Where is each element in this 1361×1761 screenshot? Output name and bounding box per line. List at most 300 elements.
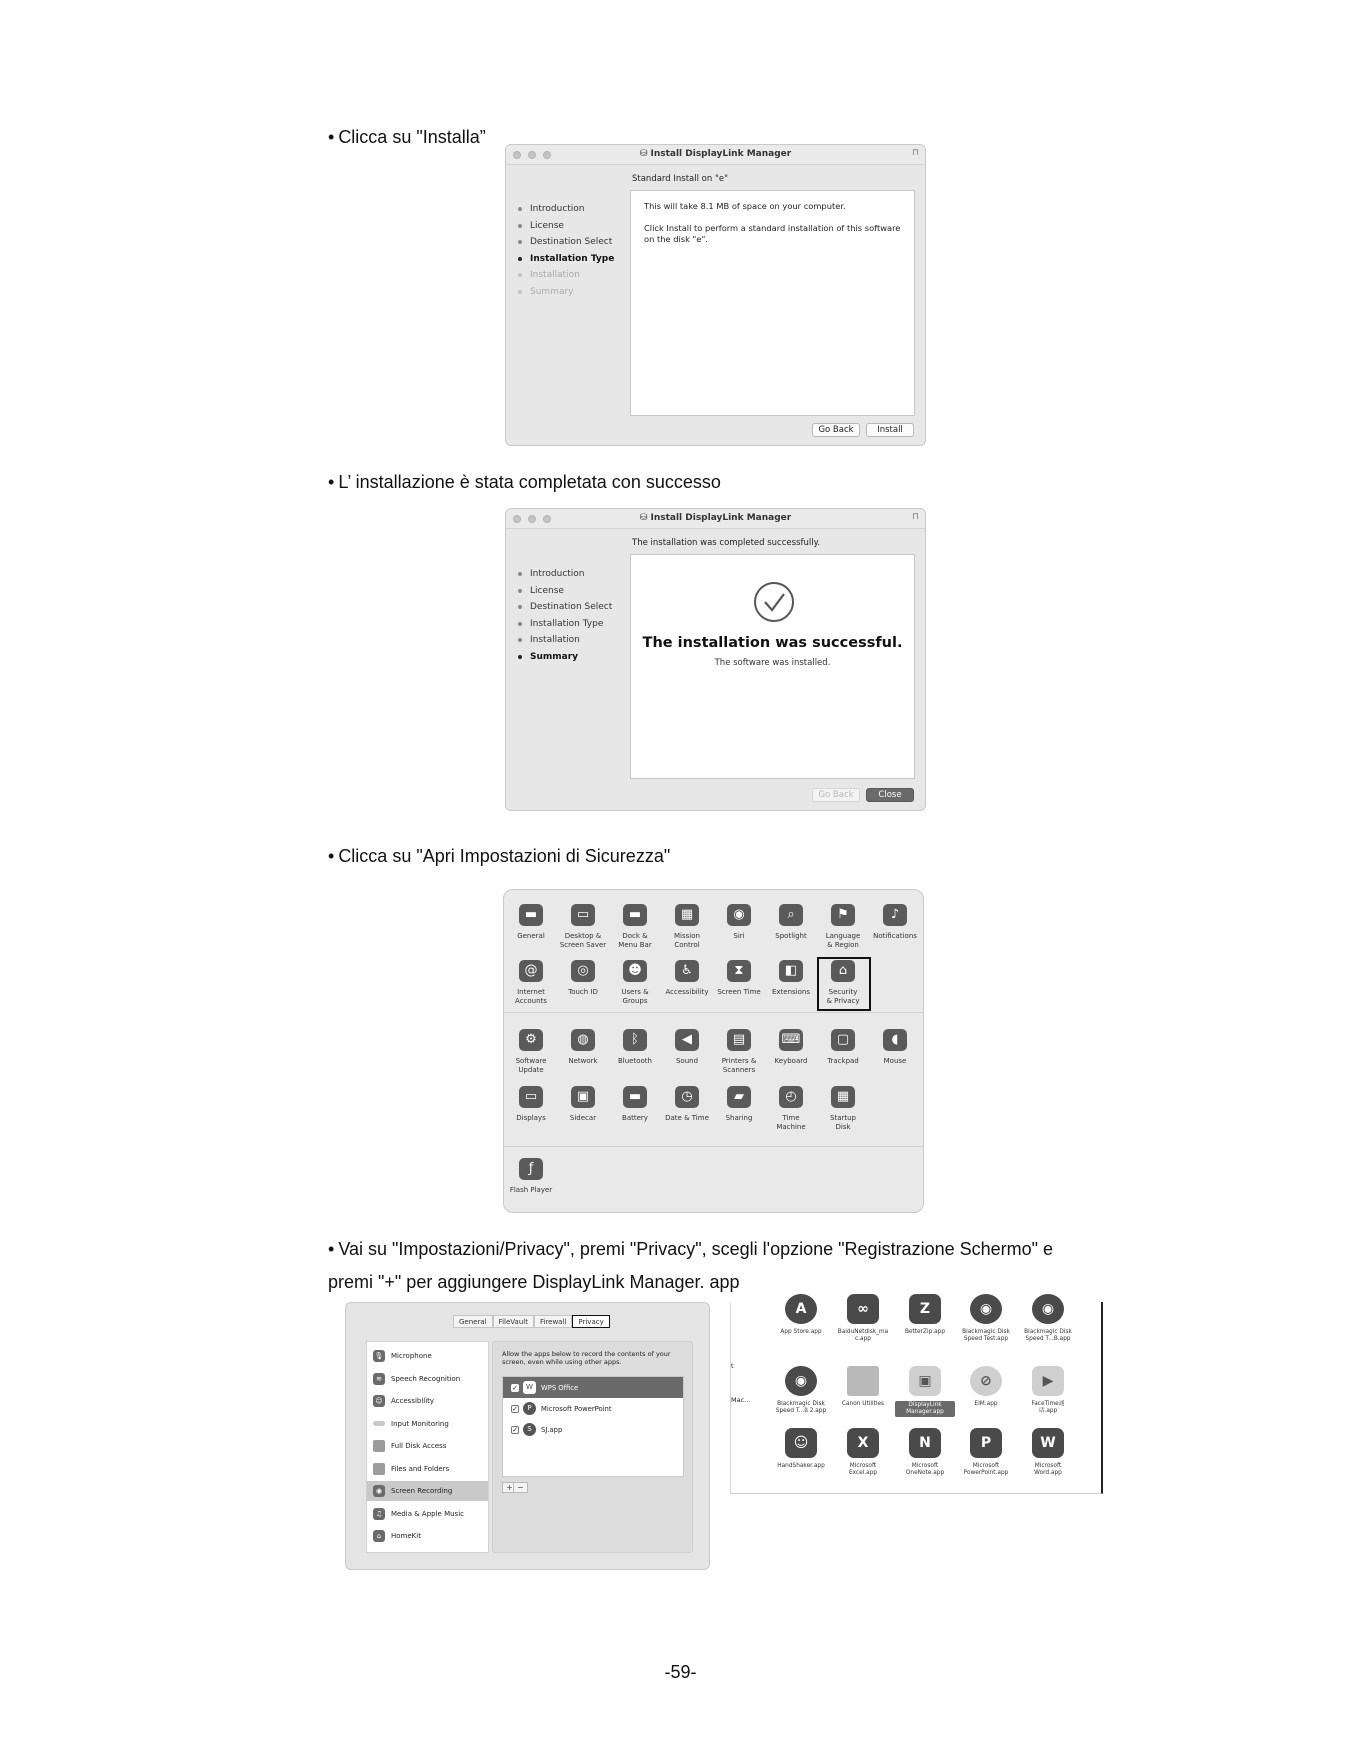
privacy-category-label: Full Disk Access: [391, 1442, 447, 1450]
pref-label-line1: Desktop &: [564, 932, 602, 940]
section-divider: [504, 1012, 923, 1013]
internet-accounts-icon: @: [519, 960, 543, 982]
finder-app-item[interactable]: [956, 1366, 1016, 1408]
finder-app-item[interactable]: [833, 1366, 893, 1408]
pref-label: [505, 1114, 557, 1123]
pref-label-line1: Mouse: [883, 1057, 907, 1065]
privacy-category-label: Microphone: [391, 1352, 432, 1360]
pref-bluetooth[interactable]: [609, 1029, 661, 1066]
pref-label-line2: Menu Bar: [618, 940, 652, 949]
pref-label-line1: Battery: [622, 1114, 648, 1122]
app-icon: P: [523, 1402, 536, 1415]
pref-label-line1: Flash Player: [509, 1186, 553, 1194]
pref-label-line2: Update: [518, 1065, 544, 1074]
flash-player-icon: ƒ: [519, 1158, 543, 1180]
time-machine-icon: ◴: [779, 1086, 803, 1108]
success-subtitle: The installation was completed successfully.: [632, 538, 821, 548]
app-label: [956, 1463, 1016, 1477]
pref-label: [661, 988, 713, 997]
app-label-line2: OneNote.app: [905, 1470, 945, 1476]
app-label: [833, 1401, 893, 1408]
pref-label-line1: Spotlight: [775, 932, 807, 940]
installer-window-success: [505, 508, 926, 811]
app-label-line1: Microsoft: [1034, 1463, 1062, 1469]
app-permission-row[interactable]: [503, 1419, 683, 1440]
pref-label-line1: Extensions: [771, 988, 810, 996]
users-icon: ☻: [623, 960, 647, 982]
privacy-category-label: Speech Recognition: [391, 1374, 461, 1383]
close-button[interactable]: Close: [866, 788, 914, 802]
mission-control-icon: ▦: [675, 904, 699, 926]
tab-privacy[interactable]: Privacy: [572, 1315, 609, 1328]
page-number: -59-: [664, 1662, 697, 1682]
pref-sound[interactable]: [661, 1029, 713, 1066]
finder-app-item[interactable]: [771, 1366, 831, 1415]
pref-label-line1: Network: [568, 1057, 598, 1065]
printers-icon: ▤: [727, 1029, 751, 1051]
pref-date-time[interactable]: [661, 1086, 713, 1123]
pref-label-line1: Trackpad: [827, 1057, 859, 1065]
pref-label-line1: Internet: [517, 988, 545, 996]
step-installation-type: Installation Type: [518, 616, 612, 633]
pref-label: [817, 1057, 869, 1066]
space-info-text: This will take 8.1 MB of space on your computer.: [644, 201, 846, 211]
extensions-icon: ◧: [779, 960, 803, 982]
privacy-category-full-disk-access[interactable]: [367, 1436, 488, 1456]
step-summary: Summary: [518, 284, 614, 301]
privacy-category-screen-recording[interactable]: [367, 1481, 488, 1501]
pref-touch-id[interactable]: [557, 960, 609, 997]
app-label-line1: Canon Utilities: [841, 1401, 885, 1407]
permission-checkbox[interactable]: ✓: [512, 1425, 518, 1434]
step-installation-type: Installation Type: [518, 251, 614, 268]
finder-app-item[interactable]: [956, 1294, 1016, 1343]
app-label: [895, 1401, 955, 1417]
pref-label-line1: Security: [828, 988, 858, 996]
pref-label-line1: Dock &: [622, 932, 648, 940]
pref-label-line1: General: [517, 932, 545, 940]
pref-mouse[interactable]: [869, 1029, 921, 1066]
pref-flash-player[interactable]: [505, 1158, 557, 1195]
app-label: [1018, 1329, 1078, 1343]
pref-label: [505, 932, 557, 941]
pref-label: [609, 1057, 661, 1066]
remove-app-button[interactable]: −: [513, 1482, 528, 1493]
checkmark-icon: [752, 580, 796, 624]
sharing-icon: ▰: [727, 1086, 751, 1108]
mouse-icon: ◖: [883, 1029, 907, 1051]
microphone-icon: 🎙: [374, 1352, 384, 1360]
notifications-icon: ♪: [883, 904, 907, 926]
pref-notifications[interactable]: [869, 904, 921, 941]
app-name: Microsoft PowerPoint: [541, 1404, 612, 1413]
success-title: The installation was successful.: [642, 635, 903, 651]
pref-label-line2: Machine: [776, 1122, 806, 1131]
pref-desktop[interactable]: [557, 904, 609, 949]
pref-label-line1: Notifications: [873, 932, 917, 940]
privacy-detail-pane: [492, 1341, 693, 1553]
app-label: [1018, 1401, 1078, 1415]
privacy-category-label: Screen Recording: [391, 1487, 453, 1495]
app-icon: S: [523, 1423, 536, 1436]
accessibility-icon: ☺: [373, 1395, 385, 1407]
install-instructions-text-2: on the disk "e".: [644, 234, 708, 244]
app-label: [833, 1463, 893, 1477]
app-label: [1018, 1463, 1078, 1477]
sidecar-icon: ▣: [571, 1086, 595, 1108]
install-instructions-text: Click Install to perform a standard installation of this software: [644, 223, 901, 233]
pref-label: [817, 988, 869, 1005]
app-icon: Z: [909, 1294, 941, 1324]
pref-label: [557, 988, 609, 997]
app-icon: ▶: [1032, 1366, 1064, 1396]
privacy-category-accessibility[interactable]: [367, 1391, 488, 1411]
folder-icon: [373, 1463, 385, 1475]
app-label: [771, 1463, 831, 1470]
general-icon: ▬: [519, 904, 543, 926]
pref-label-line2: Screen Saver: [559, 940, 607, 949]
pref-label-line2: Accounts: [515, 996, 547, 1005]
pref-software-update[interactable]: [505, 1029, 557, 1074]
folder-icon: [373, 1440, 385, 1452]
finder-app-item[interactable]: [895, 1428, 955, 1477]
finder-sidebar-fragment: t: [731, 1362, 734, 1370]
app-name: SJ.app: [541, 1425, 563, 1434]
pref-label: [713, 932, 765, 941]
app-icon: W: [523, 1381, 536, 1394]
pref-sharing[interactable]: [713, 1086, 765, 1123]
app-label-line2: Speed Test.app: [963, 1336, 1009, 1342]
privacy-tabs: [453, 1315, 610, 1328]
language-icon: ⚑: [831, 904, 855, 926]
pref-label: [765, 988, 817, 997]
window-title: ⛁ Install DisplayLink Manager: [639, 513, 792, 523]
accessibility-icon: ♿: [675, 960, 699, 982]
app-label-line2: PowerPoint.app: [963, 1470, 1009, 1476]
privacy-category-media-apple-music[interactable]: [367, 1504, 488, 1524]
app-icon: W: [1032, 1428, 1064, 1458]
installer-steps: [518, 201, 614, 300]
app-label-line1: HandShaker.app: [777, 1463, 825, 1469]
pref-siri[interactable]: [713, 904, 765, 941]
installer-window-install: [505, 144, 926, 446]
screen-recording-description: Allow the apps below to record the contents of your: [502, 1350, 671, 1358]
pref-dock[interactable]: [609, 904, 661, 949]
pref-label-line1: Sound: [675, 1057, 699, 1065]
pref-label: [505, 1186, 557, 1195]
step-license: License: [518, 583, 612, 600]
app-icon: ⊘: [970, 1366, 1002, 1396]
pref-spotlight[interactable]: [765, 904, 817, 941]
siri-icon: ◉: [727, 904, 751, 926]
step-heading-security: • Clicca su "Apri Impostazioni di Sicurezza": [328, 846, 671, 866]
install-content-pane: [630, 190, 915, 416]
applications-finder-window: [730, 1302, 1103, 1494]
finder-app-item[interactable]: [1018, 1294, 1078, 1343]
pref-label: [817, 932, 869, 949]
tab-firewall[interactable]: Firewall: [534, 1315, 572, 1328]
pref-general[interactable]: [505, 904, 557, 941]
pref-label-line2: Control: [674, 940, 700, 949]
pref-label-line1: Accessibility: [665, 988, 709, 996]
app-label: [771, 1329, 831, 1336]
app-label-line2: c.app: [855, 1336, 871, 1342]
displays-icon: ▭: [519, 1086, 543, 1108]
pref-label: [557, 932, 609, 949]
step-destination-select: Destination Select: [518, 234, 614, 251]
app-label-line1: DisplayLink: [908, 1402, 942, 1408]
pref-label: [661, 932, 713, 949]
touch-id-icon: ◎: [571, 960, 595, 982]
privacy-category-files-and-folders[interactable]: [367, 1459, 488, 1479]
app-icon: ▣: [909, 1366, 941, 1396]
section-divider: [504, 1146, 923, 1147]
keyboard-icon: [373, 1421, 385, 1426]
pref-network[interactable]: [557, 1029, 609, 1066]
window-title: ⛁ Install DisplayLink Manager: [639, 149, 792, 159]
pref-label-line1: Siri: [733, 932, 745, 940]
pref-label: [661, 1057, 713, 1066]
app-label-line1: EIM.app: [974, 1401, 998, 1407]
app-name: WPS Office: [541, 1383, 579, 1392]
go-back-button[interactable]: Go Back: [812, 788, 860, 802]
app-permission-list: [502, 1376, 684, 1477]
pref-label-line1: Time: [782, 1114, 800, 1122]
battery-icon: ▬: [623, 1086, 647, 1108]
pref-label: [505, 988, 557, 1005]
title-bar: [506, 145, 925, 165]
screen-time-icon: ⧗: [727, 960, 751, 982]
pref-label: [661, 1114, 713, 1123]
privacy-category-label: Media & Apple Music: [391, 1509, 465, 1518]
pref-label: [557, 1114, 609, 1123]
finder-sidebar-fragment-mac: Mac...: [731, 1396, 751, 1404]
pref-label: [713, 1114, 765, 1123]
pref-label-line2: Disk: [835, 1122, 851, 1131]
step-heading-success: • L’ installazione è stata completata con successo: [328, 472, 721, 492]
screen-recording-description-2: screen, even while using other apps.: [502, 1358, 622, 1366]
step-introduction: Introduction: [518, 201, 614, 218]
pref-battery[interactable]: [609, 1086, 661, 1123]
app-icon: ∞: [847, 1294, 879, 1324]
finder-app-item[interactable]: [771, 1428, 831, 1470]
app-permission-row[interactable]: [503, 1377, 683, 1398]
privacy-category-microphone[interactable]: [367, 1346, 488, 1366]
pref-label: [765, 932, 817, 941]
spotlight-icon: ⌕: [779, 904, 803, 926]
install-button[interactable]: Install: [866, 423, 914, 437]
music-icon: ♫: [373, 1508, 385, 1520]
step-license: License: [518, 218, 614, 235]
app-label-line2: Speed T...B.app: [1025, 1336, 1071, 1342]
app-label: [833, 1329, 893, 1343]
network-icon: ◍: [571, 1029, 595, 1051]
installer-steps: [518, 566, 612, 665]
app-icon: ◉: [970, 1294, 1002, 1324]
bluetooth-icon: ᛒ: [623, 1029, 647, 1051]
pref-language[interactable]: [817, 904, 869, 949]
privacy-category-speech-recognition[interactable]: [367, 1369, 488, 1389]
step-installation: Installation: [518, 267, 614, 284]
pref-label: [609, 988, 661, 1005]
pref-label: [817, 1114, 869, 1131]
pref-internet-accounts[interactable]: [505, 960, 557, 1005]
pref-extensions[interactable]: [765, 960, 817, 997]
privacy-category-input-monitoring[interactable]: [367, 1414, 488, 1434]
pref-keyboard[interactable]: [765, 1029, 817, 1066]
app-label-line1: App Store.app: [780, 1329, 822, 1335]
pref-label-line1: Startup: [830, 1114, 856, 1122]
app-label: [956, 1401, 1016, 1408]
finder-app-item[interactable]: [833, 1294, 893, 1343]
app-label-line1: Microsoft: [849, 1463, 877, 1469]
finder-app-item[interactable]: [833, 1428, 893, 1477]
step-introduction: Introduction: [518, 566, 612, 583]
pref-security[interactable]: [817, 960, 869, 1005]
finder-app-item[interactable]: [1018, 1366, 1078, 1415]
pref-label-line2: Scanners: [722, 1065, 756, 1074]
sound-icon: ◀: [675, 1029, 699, 1051]
app-label-line2: Manager.app: [906, 1409, 944, 1415]
pref-trackpad[interactable]: [817, 1029, 869, 1066]
title-bar: [506, 509, 925, 529]
app-label-line1: FaceTime通: [1031, 1401, 1065, 1407]
success-content-pane: [630, 554, 915, 779]
pref-label-line2: Groups: [622, 996, 648, 1005]
app-label-line1: Blackmagic Disk: [962, 1329, 1010, 1335]
app-permission-row[interactable]: [503, 1398, 683, 1419]
system-preferences-window: [503, 889, 924, 1213]
startup-disk-icon: ▦: [831, 1086, 855, 1108]
app-icon: ◉: [1032, 1294, 1064, 1324]
privacy-category-label: Input Monitoring: [391, 1419, 449, 1428]
app-icon: N: [909, 1428, 941, 1458]
step-heading-privacy: • Vai su "Impostazioni/Privacy", premi "Privacy", scegli l'opzione "Registrazione Schermo" e: [328, 1239, 1054, 1259]
permission-checkbox[interactable]: ✓: [512, 1404, 518, 1413]
pref-time-machine[interactable]: [765, 1086, 817, 1131]
privacy-category-label: Files and Folders: [391, 1464, 450, 1473]
pref-label: [557, 1057, 609, 1066]
lock-icon: ⊓: [911, 148, 919, 158]
app-icon: [847, 1366, 879, 1396]
app-icon: X: [847, 1428, 879, 1458]
pref-startup-disk[interactable]: [817, 1086, 869, 1131]
pref-label-line1: Users &: [621, 988, 649, 996]
app-label: [895, 1463, 955, 1477]
app-label: [895, 1329, 955, 1336]
app-label-line1: BetterZip.app: [904, 1329, 946, 1335]
pref-label-line1: Date & Time: [665, 1114, 709, 1122]
finder-app-item[interactable]: [895, 1366, 955, 1417]
pref-label-line2: & Region: [827, 940, 859, 949]
app-label-line1: Blackmagic Disk: [1024, 1329, 1072, 1335]
pref-label-line1: Bluetooth: [618, 1057, 652, 1065]
pref-printers[interactable]: [713, 1029, 765, 1074]
package-icon: ⛁: [639, 513, 651, 523]
finder-app-item[interactable]: [895, 1294, 955, 1336]
app-icon: A: [785, 1294, 817, 1324]
pref-label-line1: Mission: [674, 932, 700, 940]
app-label-line2: Speed T...ß 2.app: [775, 1408, 827, 1414]
app-label: [771, 1401, 831, 1415]
pref-label: [713, 1057, 765, 1074]
software-update-icon: ⚙: [519, 1029, 543, 1051]
date-time-icon: ◷: [675, 1086, 699, 1108]
pref-label-line1: Sidecar: [569, 1114, 597, 1122]
privacy-category-homekit[interactable]: [367, 1526, 488, 1546]
pref-label: [765, 1057, 817, 1066]
trackpad-icon: ▢: [831, 1029, 855, 1051]
pref-label-line1: Language: [825, 932, 861, 940]
pref-label: [765, 1114, 817, 1131]
app-label-line1: BaiduNetdisk_ma: [837, 1329, 889, 1335]
speech-icon: ≋: [373, 1373, 385, 1385]
tab-general[interactable]: General: [453, 1315, 493, 1328]
step-installation: Installation: [518, 632, 612, 649]
finder-app-item[interactable]: [771, 1294, 831, 1336]
pref-accessibility[interactable]: [661, 960, 713, 997]
permission-checkbox[interactable]: ✓: [512, 1383, 518, 1392]
pref-label: [869, 1057, 921, 1066]
app-label-line1: Microsoft: [911, 1463, 939, 1469]
pref-label: [609, 1114, 661, 1123]
security-icon: ⌂: [831, 960, 855, 982]
step-heading-privacy-line2: premi "+" per aggiungere DisplayLink Manager. app: [328, 1272, 740, 1292]
pref-label: [869, 932, 921, 941]
app-icon: P: [970, 1428, 1002, 1458]
pref-label-line1: Screen Time: [717, 988, 761, 996]
app-label-line1: Microsoft: [972, 1463, 1000, 1469]
finder-app-item[interactable]: [956, 1428, 1016, 1477]
pref-sidecar[interactable]: [557, 1086, 609, 1123]
app-label-line2: 话.app: [1038, 1408, 1058, 1414]
pref-label-line2: & Privacy: [826, 996, 860, 1005]
privacy-category-label: Accessibility: [391, 1397, 435, 1405]
app-icon: ☺: [785, 1428, 817, 1458]
pref-label-line1: Printers &: [721, 1057, 757, 1065]
go-back-button[interactable]: Go Back: [812, 423, 860, 437]
privacy-category-list: [366, 1341, 489, 1553]
pref-mission-control[interactable]: [661, 904, 713, 949]
app-label-line1: Blackmagic Disk: [777, 1401, 825, 1407]
pref-label-line1: Software: [515, 1057, 547, 1065]
keyboard-icon: ⌨: [779, 1029, 803, 1051]
home-icon: ⌂: [373, 1530, 385, 1542]
lock-icon: ⊓: [911, 512, 919, 522]
screen-recording-icon: ◉: [373, 1485, 385, 1497]
pref-users[interactable]: [609, 960, 661, 1005]
app-label-line2: Word.app: [1034, 1470, 1062, 1476]
step-destination-select: Destination Select: [518, 599, 612, 616]
step-heading-install: • Clicca su "Installa”: [328, 127, 486, 147]
pref-displays[interactable]: [505, 1086, 557, 1123]
add-app-button[interactable]: +: [502, 1482, 517, 1493]
success-subtext: The software was installed.: [714, 658, 831, 668]
privacy-category-label: HomeKit: [391, 1532, 421, 1540]
app-icon: ◉: [785, 1366, 817, 1396]
pref-screen-time[interactable]: [713, 960, 765, 997]
dock-icon: ▬: [623, 904, 647, 926]
pref-label: [505, 1057, 557, 1074]
finder-app-item[interactable]: [1018, 1428, 1078, 1477]
tab-filevault[interactable]: FileVault: [493, 1315, 534, 1328]
package-icon: ⛁: [639, 149, 651, 159]
desktop-icon: ▭: [571, 904, 595, 926]
app-label-line2: Excel.app: [848, 1470, 878, 1476]
pref-label: [609, 932, 661, 949]
install-subtitle: Standard Install on "e": [632, 174, 728, 184]
step-summary: Summary: [518, 649, 612, 666]
